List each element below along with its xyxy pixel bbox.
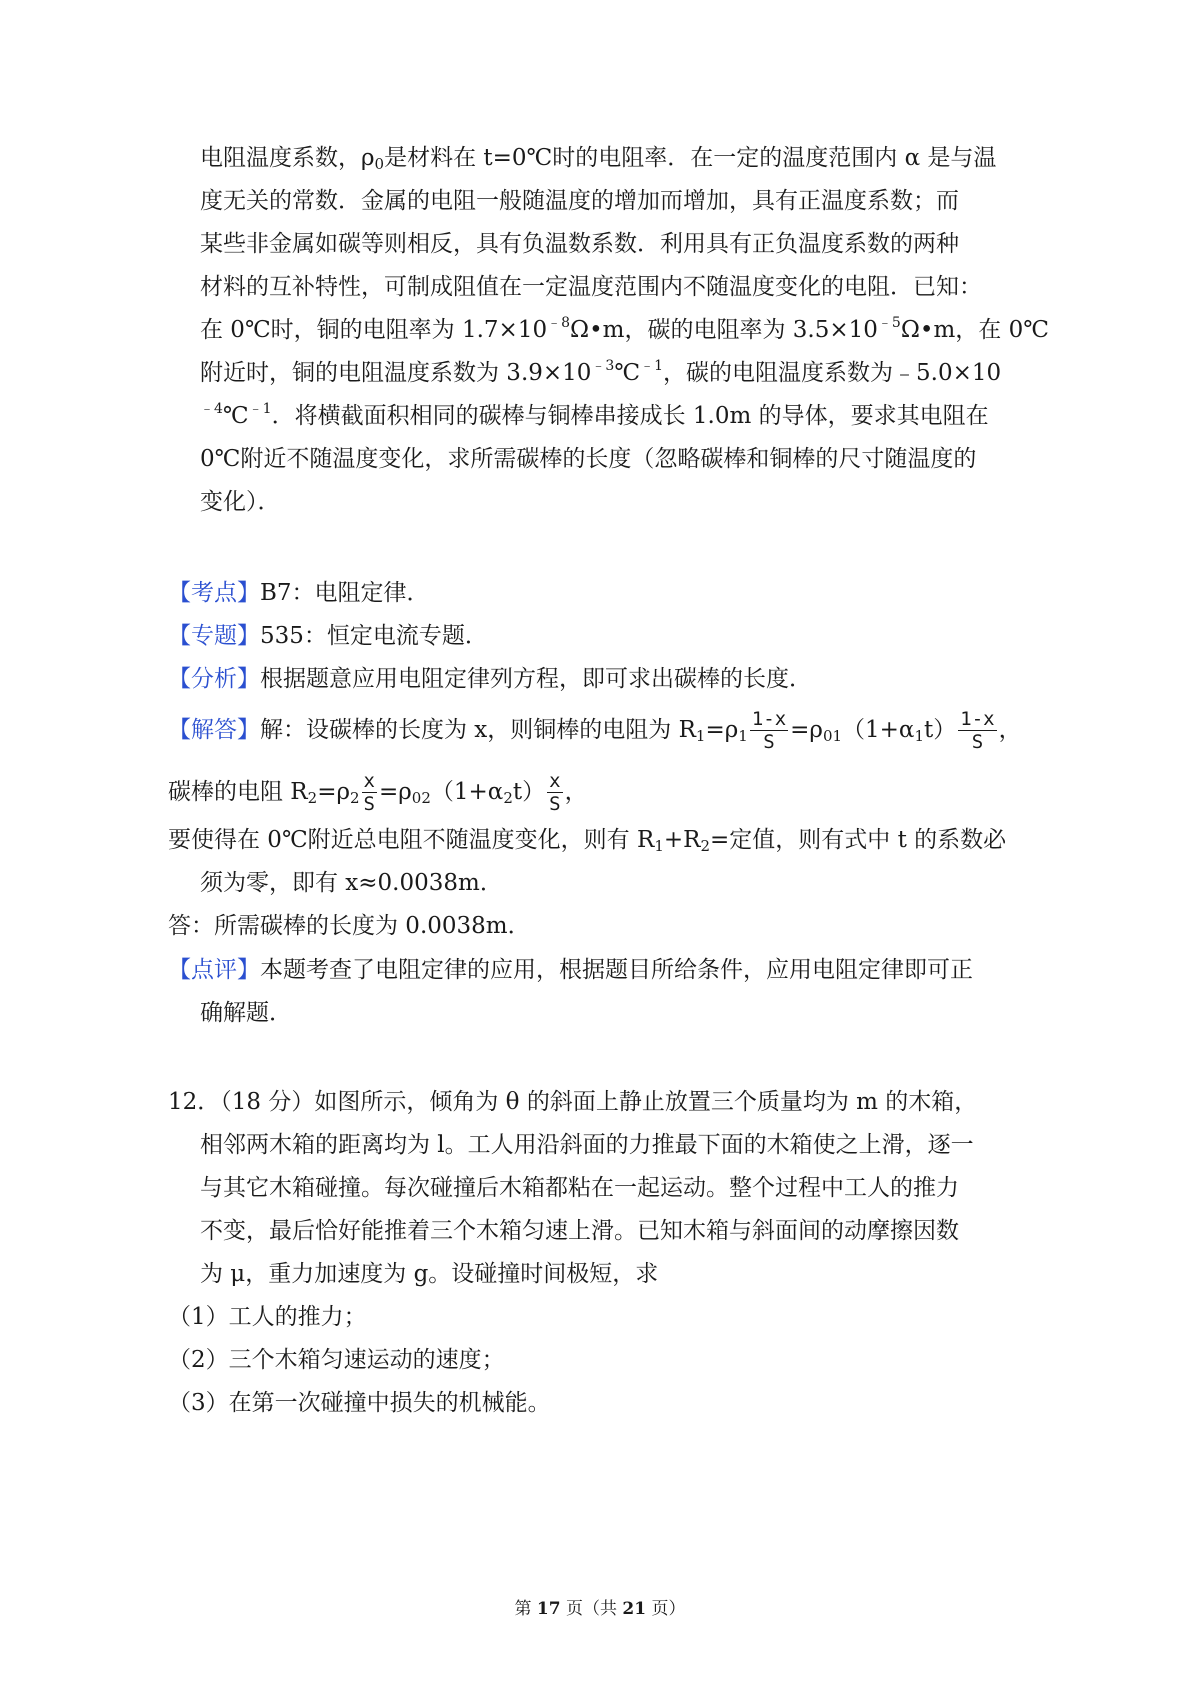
dianping-tag: 【点评】 bbox=[168, 957, 260, 983]
p12-question-3: （3）在第一次碰撞中损失的机械能。 bbox=[168, 1390, 551, 1416]
p12-question-2: （2）三个木箱匀速运动的速度； bbox=[168, 1347, 505, 1373]
p12-line-5: 为 μ，重力加速度为 g。设碰撞时间极短，求 bbox=[200, 1261, 659, 1287]
page-total: 21 bbox=[622, 1599, 647, 1619]
fraction: $\frac{1-x}{S}$ bbox=[960, 708, 995, 753]
zhuanti-tag: 【专题】 bbox=[168, 623, 260, 649]
jieda-line-1: 【解答】解：设碳棒的长度为 x，则铜棒的电阻为 $R_1=\rho_1$ $\frac{1-x}{S}$ $=\rho_{01}(1+\alpha_1t)$ $\frac{1-x}{S}$ ， bbox=[168, 708, 1022, 753]
p12-line-2: 相邻两木箱的距离均为 l。工人用沿斜面的力推最下面的木箱使之上滑，逐一 bbox=[200, 1132, 974, 1158]
jieda-line-4: 须为零，即有 x≈0.0038m． bbox=[200, 870, 503, 896]
zhuanti-line: 【专题】535：恒定电流专题． bbox=[168, 623, 488, 649]
page-footer: 第 17 页（共 21 页） bbox=[514, 1599, 686, 1619]
dianping-line: 【点评】本题考查了电阻定律的应用，根据题目所给条件，应用电阻定律即可正 bbox=[168, 957, 973, 983]
p11-line-4: 材料的互补特性，可制成阻值在一定温度范围内不随温度变化的电阻．已知： bbox=[200, 274, 982, 300]
p11-line-7: $^{﹣4}$℃$^{﹣1}$．将横截面积相同的碳棒与铜棒串接成长 1.0m 的导体，要求其电阻在 bbox=[200, 401, 989, 429]
p12-line-3: 与其它木箱碰撞。每次碰撞后木箱都粘在一起运动。整个过程中工人的推力 bbox=[200, 1175, 959, 1201]
p12-line-4: 不变，最后恰好能推着三个木箱匀速上滑。已知木箱与斜面间的动摩擦因数 bbox=[200, 1218, 959, 1244]
fraction: $\frac{x}{S}$ bbox=[363, 770, 375, 815]
p12-question-1: （1）工人的推力； bbox=[168, 1304, 367, 1330]
p11-line-2: 度无关的常数．金属的电阻一般随温度的增加而增加，具有正温度系数；而 bbox=[200, 188, 959, 214]
p11-line-9: 变化）． bbox=[200, 489, 281, 515]
fenxi-tag: 【分析】 bbox=[168, 666, 260, 692]
fenxi-line: 【分析】根据题意应用电阻定律列方程，即可求出碳棒的长度． bbox=[168, 666, 812, 692]
p11-line-5: 在 0℃时，铜的电阻率为 $1.7\times 10^{﹣8}\Omega•m$，碳的电阻率为 $3.5\times 10^{﹣5}\Omega•m$，在 0℃ bbox=[200, 315, 1049, 343]
fraction: $\frac{x}{S}$ bbox=[549, 770, 561, 815]
dianping-line-2: 确解题． bbox=[200, 1000, 292, 1026]
p11-line-1: 电阻温度系数，$\rho_0$是材料在 t=0℃时的电阻率．在一定的温度范围内 α 是与温 bbox=[200, 145, 997, 173]
jieda-line-3: 要使得在 0℃附近总电阻不随温度变化，则有 $R_1+R_2=$定值，则有式中 t 的系数必 bbox=[168, 827, 1007, 855]
kaodian-line: 【考点】B7：电阻定律． bbox=[168, 580, 430, 606]
page-number: 17 bbox=[536, 1599, 561, 1619]
p11-line-6: 附近时，铜的电阻温度系数为 $3.9\times 10^{﹣3}℃^{﹣1}$，碳的电阻温度系数为﹣5.0×10 bbox=[200, 358, 1002, 386]
answer-line: 答：所需碳棒的长度为 0.0038m． bbox=[168, 913, 531, 939]
kaodian-tag: 【考点】 bbox=[168, 580, 260, 606]
p11-line-8: 0℃附近不随温度变化，求所需碳棒的长度（忽略碳棒和铜棒的尺寸随温度的 bbox=[200, 446, 977, 472]
jieda-line-2: 碳棒的电阻 $R_2=\rho_2$ $\frac{x}{S}$ $=\rho_{02}(1+\alpha_2t)$ $\frac{x}{S}$ ， bbox=[168, 770, 588, 815]
p11-line-3: 某些非金属如碳等则相反，具有负温数系数．利用具有正负温度系数的两种 bbox=[200, 231, 959, 257]
p12-line-1: 12．（18 分）如图所示，倾角为 θ 的斜面上静止放置三个质量均为 m 的木箱， bbox=[168, 1089, 978, 1115]
jieda-tag: 【解答】 bbox=[168, 717, 260, 743]
fraction: $\frac{1-x}{S}$ bbox=[751, 708, 787, 753]
